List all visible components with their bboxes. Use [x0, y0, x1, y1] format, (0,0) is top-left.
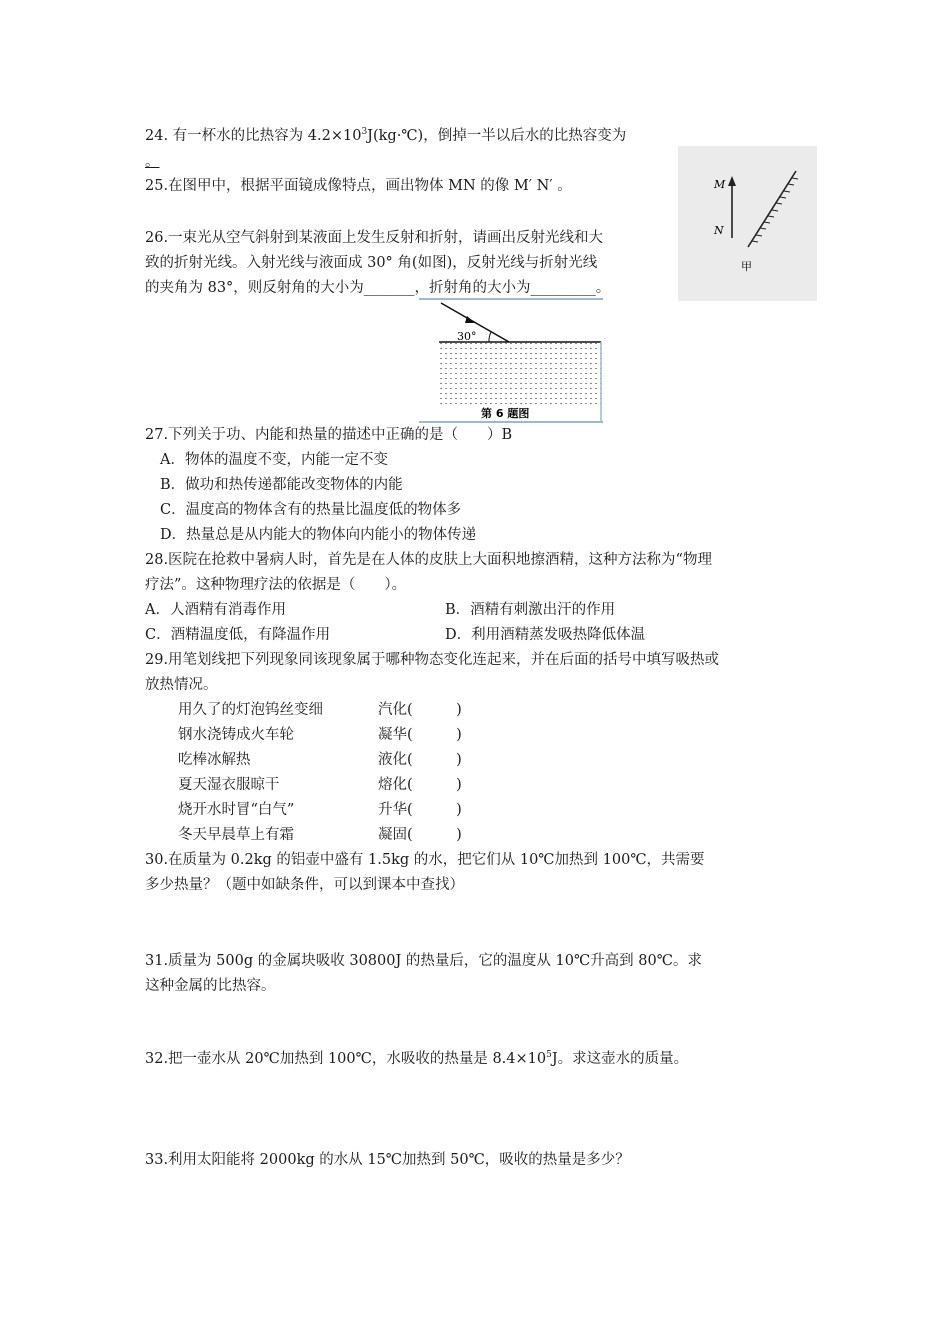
q26-line2: 致的折射光线。入射光线与液面成 30° 角(如图)，反射光线与折射光线	[145, 255, 598, 271]
q25-text: 25.在图甲中，根据平面镜成像特点，画出物体 MN 的像 M′ N′ 。	[145, 178, 572, 194]
q31-line1: 31.质量为 500g 的金属块吸收 30800J 的热量后，它的温度从 10℃升高到 80℃。求	[145, 953, 702, 969]
q28-option-c: C．酒精温度低，有降温作用	[145, 627, 331, 643]
q24-exponent: 3	[361, 127, 368, 138]
q31-line2: 这种金属的比热容。	[145, 978, 276, 994]
q32-exponent: 5	[546, 1050, 552, 1061]
q29-line1: 29.用笔划线把下列现象同该现象属于哪种物态变化连起来，并在后面的括号中填写吸热或	[145, 652, 720, 668]
state-change-item: 凝固( )	[378, 827, 462, 843]
state-change-item: 熔化( )	[378, 777, 462, 793]
q27-option-b: B．做功和热传递都能改变物体的内能	[160, 477, 403, 493]
q28-option-a: A．人酒精有消毒作用	[145, 602, 286, 618]
q27-option-c: C．温度高的物体含有的热量比温度低的物体多	[160, 502, 462, 518]
angle-label: 30°	[457, 330, 477, 343]
q28-line2: 疗法”。这种物理疗法的依据是（ ）。	[145, 577, 407, 593]
q27-stem: 27.下列关于功、内能和热量的描述中正确的是（ ）B	[145, 427, 513, 443]
phenomenon-item: 夏天湿衣服晾干	[178, 777, 280, 793]
phenomenon-item: 用久了的灯泡钨丝变细	[178, 702, 323, 718]
phenomenon-item: 冬天早晨草上有霜	[178, 827, 294, 843]
q30-line1: 30.在质量为 0.2kg 的铝壶中盛有 1.5kg 的水，把它们从 10℃加热到 100℃，共需要	[145, 852, 705, 868]
phenomenon-item: 烧开水时冒“白气”	[178, 802, 295, 818]
figure-jia	[678, 146, 817, 301]
figure-6-drawing	[419, 297, 603, 424]
q26-line3: 的夹角为 83°，则反射角的大小为_______，折射角的大小为_________。	[145, 280, 611, 296]
state-change-item: 升华( )	[378, 802, 462, 818]
q28-option-d: D．利用酒精蒸发吸热降低体温	[445, 627, 646, 643]
q26-line1: 26.一束光从空气斜射到某液面上发生反射和折射，请画出反射光线和大	[145, 230, 604, 246]
q28-line1: 28.医院在抢救中暑病人时，首先是在人体的皮肤上大面积地擦酒精，这种方法称为“物理	[145, 552, 712, 568]
phenomenon-item: 吃棒冰解热	[178, 752, 251, 768]
q27-option-a: A．物体的温度不变，内能一定不变	[160, 452, 388, 468]
q30-line2: 多少热量？（题中如缺条件，可以到课本中查找）	[145, 877, 464, 893]
figure-jia-drawing	[678, 146, 817, 301]
figure-6-caption: 第 6 题图	[481, 407, 530, 420]
state-change-item: 凝华( )	[378, 727, 462, 743]
figure-jia-caption: 甲	[741, 260, 752, 273]
label-n: N	[714, 224, 724, 237]
state-change-item: 液化( )	[378, 752, 462, 768]
figure-6	[419, 297, 603, 424]
q28-option-b: B．酒精有刺激出汗的作用	[445, 602, 616, 618]
q33-text: 33.利用太阳能将 2000kg 的水从 15℃加热到 50℃，吸收的热量是多少？	[145, 1152, 630, 1168]
state-change-item: 汽化( )	[378, 702, 462, 718]
q24-line1: 24. 有一杯水的比热容为 $4.2\times 10^3J(kg\cdot℃)$，倒掉一半以后水的比热容变为	[145, 127, 627, 144]
q32-text: 32.把一壶水从 20℃加热到 100℃，水吸收的热量是 $8.4\times 10^5J$。求这壶水的质量。	[145, 1050, 689, 1067]
q29-line2: 放热情况。	[145, 677, 218, 693]
q27-option-d: D．热量总是从内能大的物体向内能小的物体传递	[160, 527, 477, 543]
liquid-body	[439, 342, 601, 404]
label-m: M	[714, 178, 726, 191]
phenomenon-item: 钢水浇铸成火车轮	[178, 727, 294, 743]
q24-answer-blank: 。	[145, 154, 160, 170]
